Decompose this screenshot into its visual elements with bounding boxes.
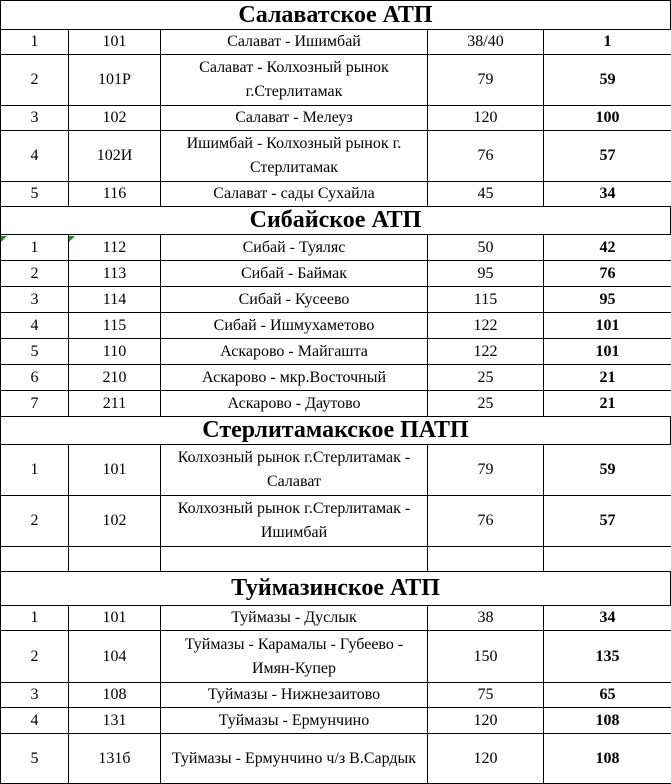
discount-price-cell: 59 (544, 55, 671, 106)
cell-marker-icon (1, 236, 7, 242)
table-row (1, 391, 671, 417)
table-row (1, 313, 671, 339)
row-number-cell: 6 (1, 365, 69, 391)
route-number-cell: 131б (69, 734, 161, 784)
row-number-cell: 7 (1, 391, 69, 417)
route-number-cell (69, 547, 161, 572)
row-number-cell: 1 (1, 30, 69, 55)
row-number-cell: 1 (1, 445, 69, 496)
route-name-cell: Ишимбай - Колхозный рынок г. Стерлитамак (161, 131, 428, 182)
route-number-cell: 101 (69, 445, 161, 496)
discount-price-cell: 42 (544, 235, 671, 261)
route-number-cell: 102И (69, 131, 161, 182)
table-row (1, 182, 671, 207)
discount-price-cell: 34 (544, 182, 671, 207)
row-number-cell: 4 (1, 708, 69, 734)
route-number-cell: 112 (69, 235, 161, 261)
discount-price-cell: 108 (544, 708, 671, 734)
cell-marker-icon (69, 236, 75, 242)
discount-price-cell: 76 (544, 261, 671, 287)
discount-price-cell: 108 (544, 734, 671, 784)
section-title: Стерлитамакское ПАТП (0, 417, 671, 444)
route-name-cell: Салават - Колхозный рынок г.Стерлитамак (161, 55, 428, 106)
row-number-cell: 1 (1, 606, 69, 631)
discount-price-cell: 101 (544, 339, 671, 365)
route-name-cell: Сибай - Ишмухаметово (161, 313, 428, 339)
section-table (0, 234, 671, 417)
ticket-price-cell: 25 (428, 391, 544, 417)
discount-price-cell: 65 (544, 683, 671, 708)
table-row (1, 287, 671, 313)
route-number-cell: 102 (69, 106, 161, 131)
table-row (1, 445, 671, 496)
table-row (1, 106, 671, 131)
route-name-cell: Туймазы - Дуслык (161, 606, 428, 631)
route-name-cell: Туймазы - Ермунчино ч/з В.Сардык (161, 734, 428, 784)
table-row (1, 631, 671, 683)
route-name-cell: Аскарово - Даутово (161, 391, 428, 417)
table-row (1, 547, 671, 572)
route-name-cell: Туймазы - Ермунчино (161, 708, 428, 734)
route-number-cell: 211 (69, 391, 161, 417)
row-number-cell: 3 (1, 287, 69, 313)
ticket-price-cell: 122 (428, 339, 544, 365)
table-row (1, 365, 671, 391)
discount-price-cell: 100 (544, 106, 671, 131)
row-number-cell: 2 (1, 55, 69, 106)
row-number-cell: 5 (1, 182, 69, 207)
table-row (1, 606, 671, 631)
ticket-price-cell: 79 (428, 445, 544, 496)
ticket-price-cell: 122 (428, 313, 544, 339)
route-name-cell (161, 547, 428, 572)
ticket-price-cell: 115 (428, 287, 544, 313)
route-number-cell: 113 (69, 261, 161, 287)
discount-price-cell: 57 (544, 131, 671, 182)
ticket-price-cell: 79 (428, 55, 544, 106)
route-name-cell: Салават - сады Сухайла (161, 182, 428, 207)
route-number-cell: 102 (69, 496, 161, 547)
row-number-cell: 2 (1, 631, 69, 683)
row-number-cell: 3 (1, 106, 69, 131)
table-row (1, 496, 671, 547)
route-name-cell: Аскарово - мкр.Восточный (161, 365, 428, 391)
route-name-cell: Сибай - Кусеево (161, 287, 428, 313)
row-number-cell: 4 (1, 313, 69, 339)
route-number-cell: 131 (69, 708, 161, 734)
ticket-price-cell: 25 (428, 365, 544, 391)
route-number-cell: 114 (69, 287, 161, 313)
route-name-cell: Сибай - Туяляс (161, 235, 428, 261)
route-number-cell: 210 (69, 365, 161, 391)
discount-price-cell: 21 (544, 391, 671, 417)
row-number-cell: 5 (1, 339, 69, 365)
discount-price-cell: 1 (544, 30, 671, 55)
discount-price-cell: 57 (544, 496, 671, 547)
table-row (1, 261, 671, 287)
route-name-cell: Салават - Ишимбай (161, 30, 428, 55)
ticket-price-cell: 150 (428, 631, 544, 683)
table-row (1, 30, 671, 55)
row-number-cell: 2 (1, 261, 69, 287)
route-name-cell: Аскарово - Майгашта (161, 339, 428, 365)
ticket-price-cell: 38 (428, 606, 544, 631)
row-number-cell: 1 (1, 235, 69, 261)
section-title: Сибайское АТП (0, 207, 671, 234)
discount-price-cell: 95 (544, 287, 671, 313)
table-row (1, 708, 671, 734)
ticket-price-cell (428, 547, 544, 572)
ticket-price-cell: 50 (428, 235, 544, 261)
section-title: Туймазинское АТП (0, 572, 671, 605)
route-number-cell: 104 (69, 631, 161, 683)
route-number-cell: 101 (69, 606, 161, 631)
route-number-cell: 101Р (69, 55, 161, 106)
discount-price-cell: 101 (544, 313, 671, 339)
table-row (1, 339, 671, 365)
ticket-price-cell: 45 (428, 182, 544, 207)
table-row (1, 683, 671, 708)
ticket-price-cell: 95 (428, 261, 544, 287)
discount-price-cell: 59 (544, 445, 671, 496)
table-row (1, 55, 671, 106)
route-name-cell: Колхозный рынок г.Стерлитамак - Салават (161, 445, 428, 496)
discount-price-cell: 135 (544, 631, 671, 683)
route-name-cell: Сибай - Баймак (161, 261, 428, 287)
discount-price-cell (544, 547, 671, 572)
row-number-cell: 5 (1, 734, 69, 784)
ticket-price-cell: 75 (428, 683, 544, 708)
table-row (1, 235, 671, 261)
route-name-cell: Колхозный рынок г.Стерлитамак - Ишимбай (161, 496, 428, 547)
route-name-cell: Салават - Мелеуз (161, 106, 428, 131)
ticket-price-cell: 76 (428, 496, 544, 547)
ticket-price-cell: 76 (428, 131, 544, 182)
ticket-price-cell: 120 (428, 106, 544, 131)
route-number-cell: 101 (69, 30, 161, 55)
discount-price-cell: 34 (544, 606, 671, 631)
ticket-price-cell: 120 (428, 708, 544, 734)
section-table (0, 605, 671, 784)
row-number-cell (1, 547, 69, 572)
ticket-price-cell: 120 (428, 734, 544, 784)
row-number-cell: 2 (1, 496, 69, 547)
section-table (0, 444, 671, 572)
ticket-price-cell: 38/40 (428, 30, 544, 55)
section-title: Салаватское АТП (0, 0, 671, 29)
table-row (1, 131, 671, 182)
row-number-cell: 3 (1, 683, 69, 708)
route-number-cell: 115 (69, 313, 161, 339)
route-name-cell: Туймазы - Нижнезаитово (161, 683, 428, 708)
route-number-cell: 108 (69, 683, 161, 708)
row-number-cell: 4 (1, 131, 69, 182)
route-name-cell: Туймазы - Карамалы - Губеево - Имян-Купер (161, 631, 428, 683)
route-number-cell: 116 (69, 182, 161, 207)
discount-price-cell: 21 (544, 365, 671, 391)
route-number-cell: 110 (69, 339, 161, 365)
section-table (0, 29, 671, 207)
